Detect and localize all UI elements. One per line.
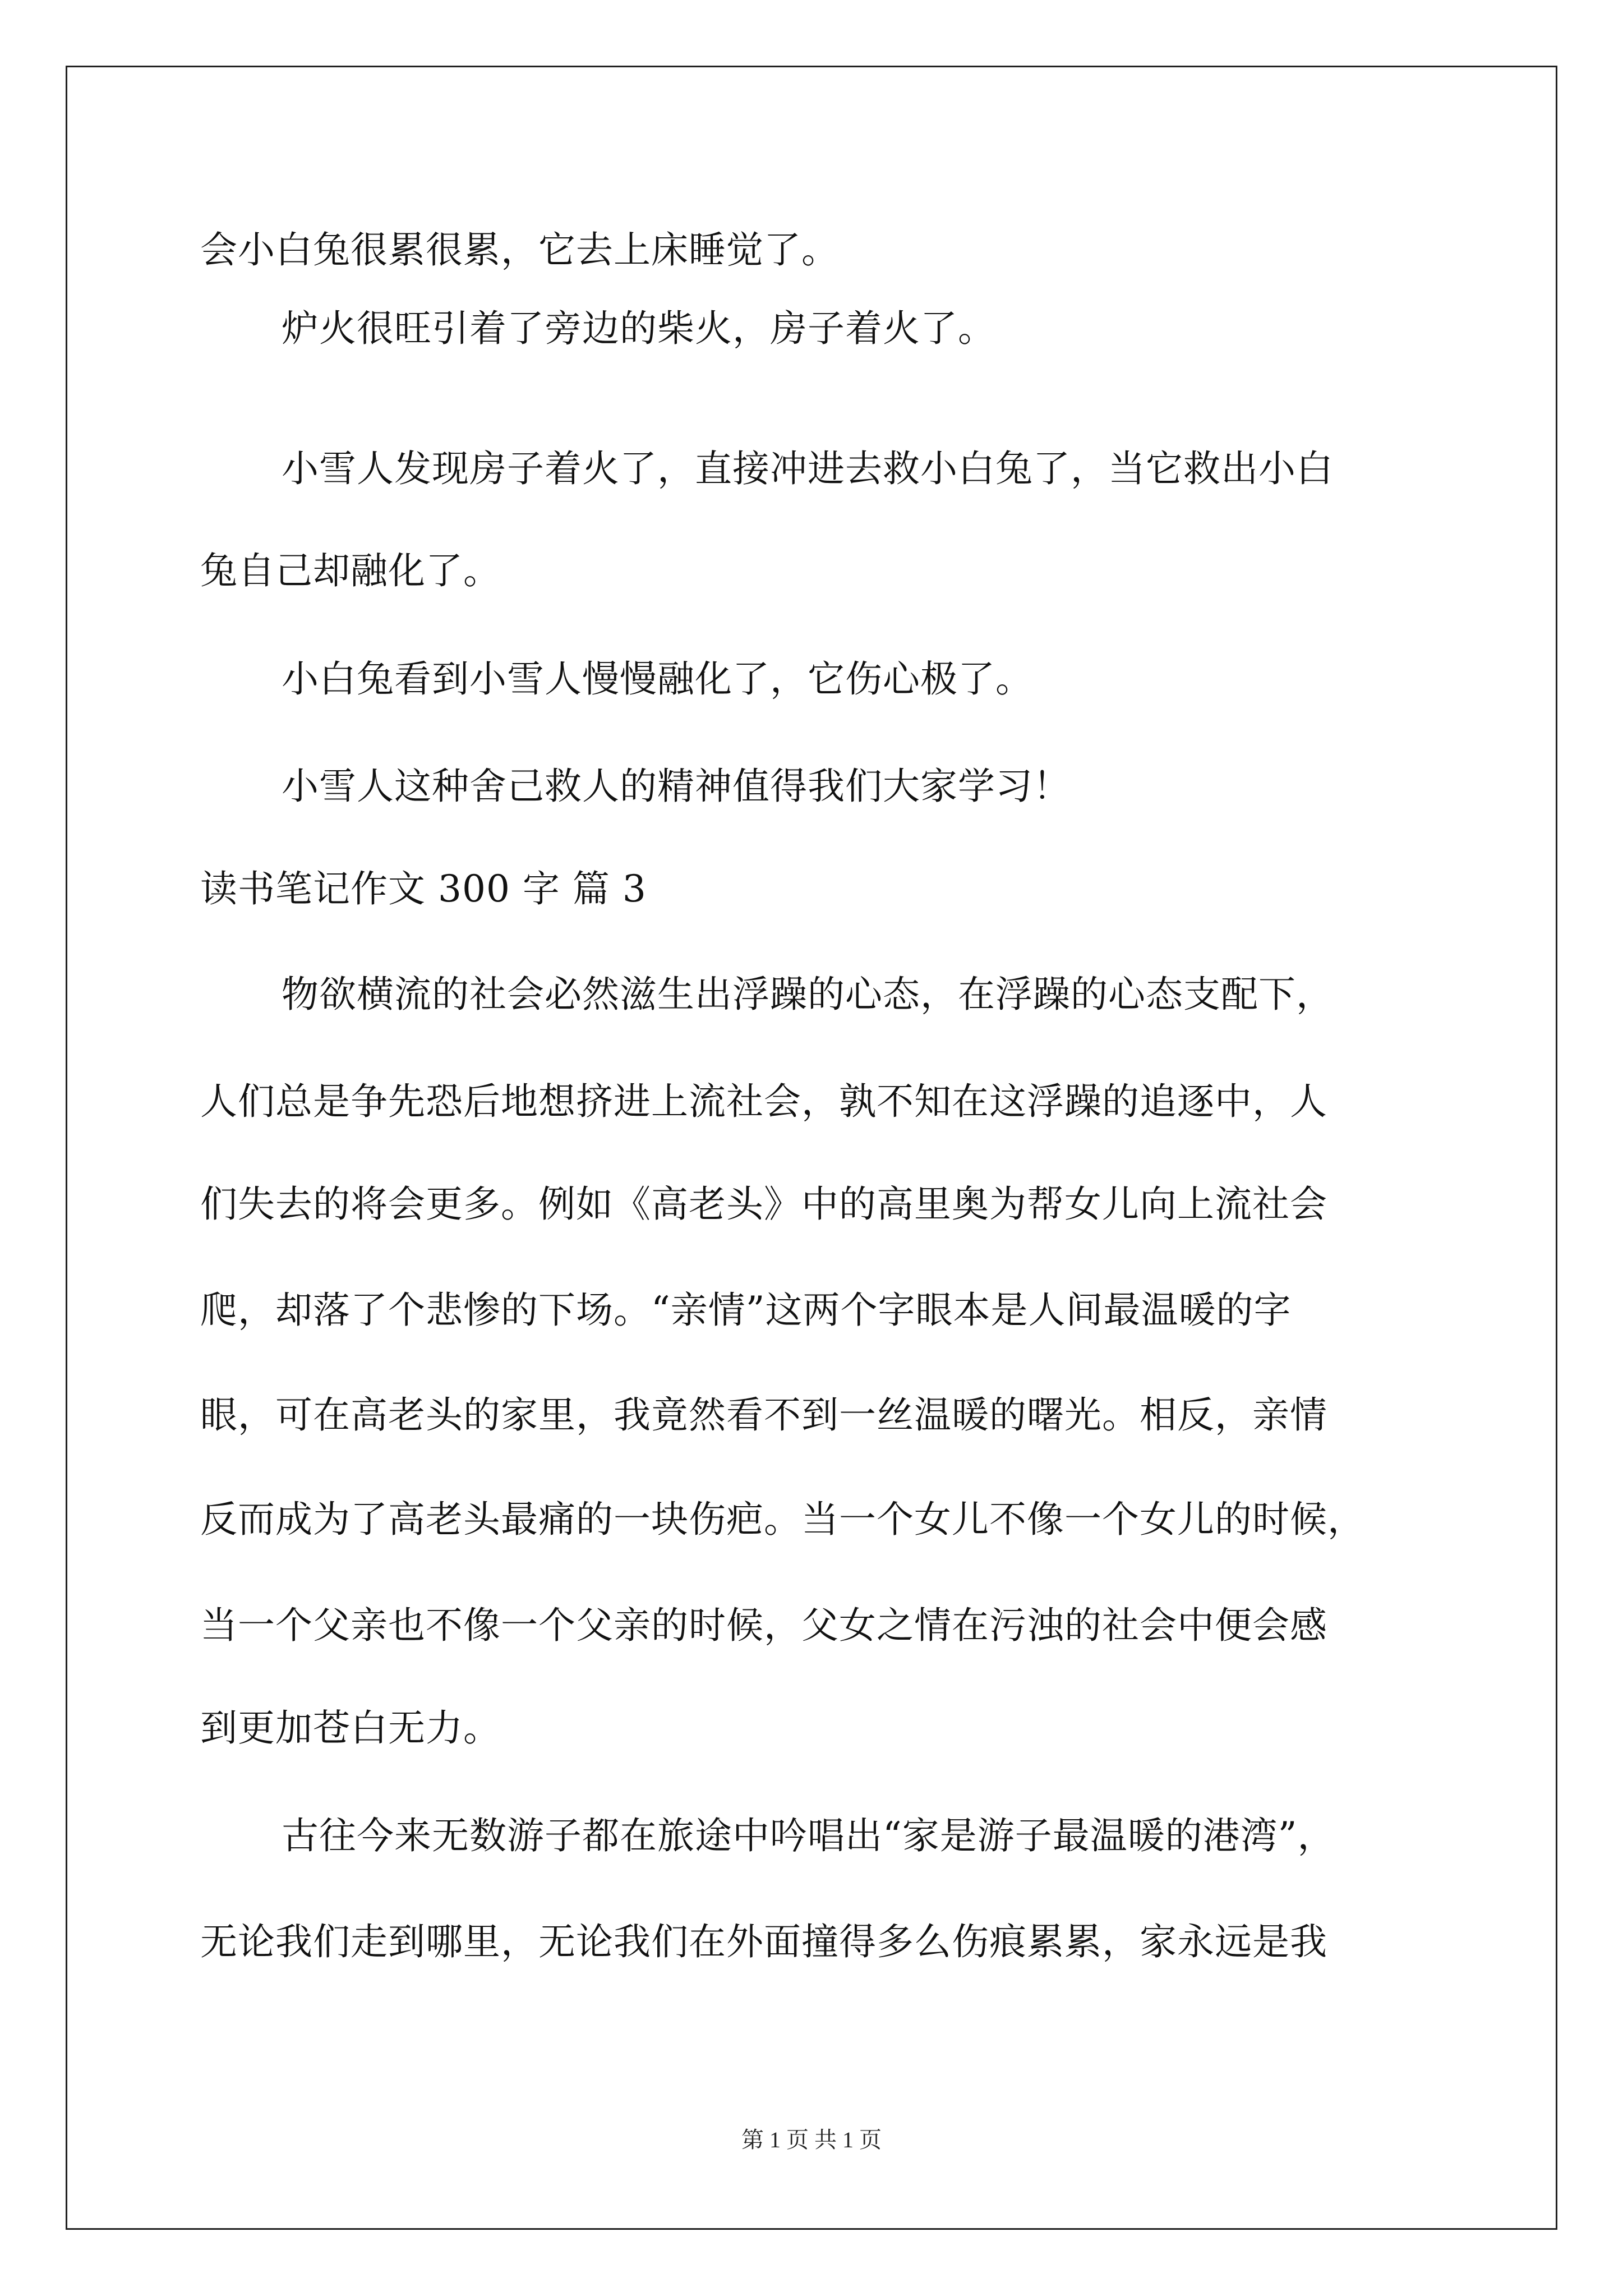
body-text-line: 炉火很旺引着了旁边的柴火，房子着火了。	[282, 307, 995, 350]
page-number-footer: 第 1 页 共 1 页	[741, 2127, 882, 2152]
body-text-line: 当一个父亲也不像一个父亲的时候，父女之情在污浊的社会中便会感	[200, 1604, 1327, 1647]
body-text-line: 人们总是争先恐后地想挤进上流社会，孰不知在这浮躁的追逐中，人	[200, 1080, 1327, 1123]
body-text-line: 物欲横流的社会必然滋生出浮躁的心态，在浮躁的心态支配下，	[282, 973, 1334, 1016]
body-text-line: 会小白兔很累很累，它去上床睡觉了。	[200, 228, 839, 272]
body-text-line: 反而成为了高老头最痛的一块伤疤。当一个女儿不像一个女儿的时候，	[200, 1498, 1365, 1541]
body-text-line: 到更加苍白无力。	[200, 1706, 501, 1750]
page-border	[66, 66, 1557, 2230]
body-text-line: 无论我们走到哪里，无论我们在外面撞得多么伤痕累累，家永远是我	[200, 1920, 1327, 1963]
section-heading: 读书笔记作文 300 字 篇 3	[200, 867, 647, 910]
body-text-line: 小白兔看到小雪人慢慢融化了，它伤心极了。	[282, 657, 1033, 701]
body-text-line: 古往今来无数游子都在旅途中吟唱出“家是游子最温暖的港湾”，	[282, 1814, 1335, 1857]
body-text-line: 眼，可在高老头的家里，我竟然看不到一丝温暖的曙光。相反，亲情	[200, 1393, 1327, 1437]
body-text-line: 兔自己却融化了。	[200, 549, 501, 592]
body-text-line: 爬，却落了个悲惨的下场。“亲情”这两个字眼本是人间最温暖的字	[200, 1289, 1292, 1332]
body-text-line: 小雪人发现房子着火了，直接冲进去救小白兔了，当它救出小白	[282, 447, 1334, 490]
body-text-line: 小雪人这种舍己救人的精神值得我们大家学习！	[282, 765, 1071, 808]
body-text-line: 们失去的将会更多。例如《高老头》中的高里奥为帮女儿向上流社会	[200, 1182, 1327, 1226]
